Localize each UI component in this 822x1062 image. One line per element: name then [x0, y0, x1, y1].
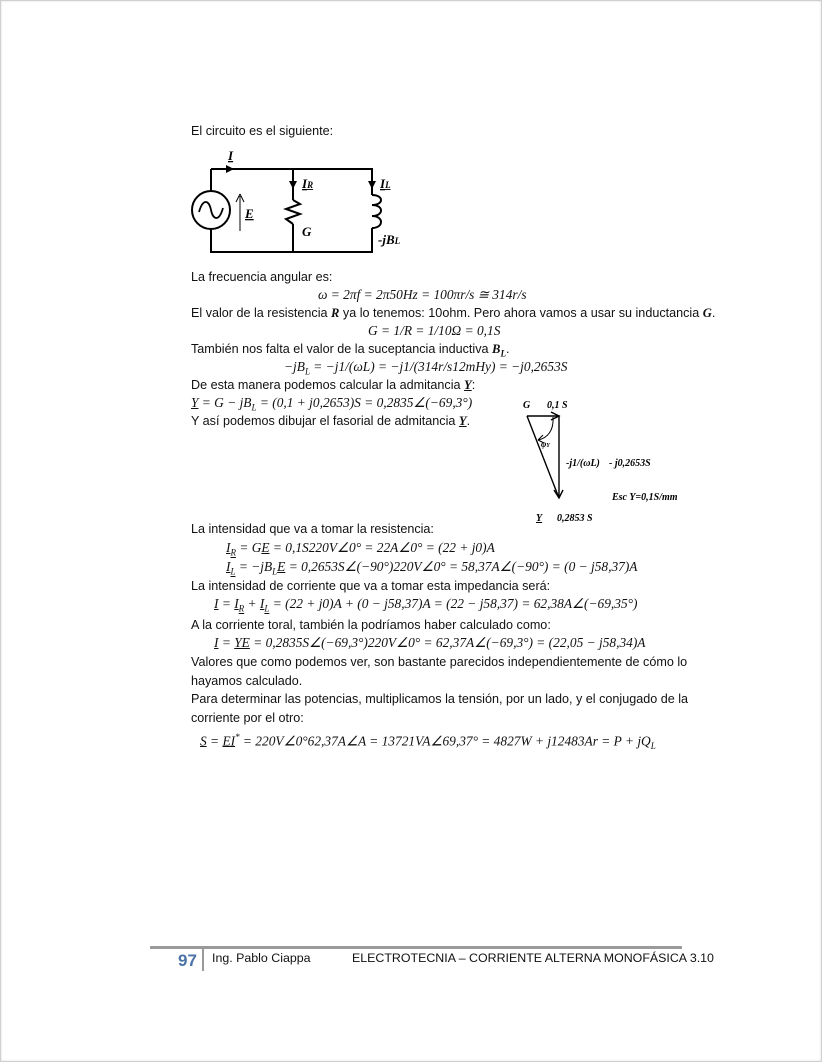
text-segment: = — [218, 635, 235, 650]
text-segment: = G — [235, 540, 262, 555]
int-z-text: La intensidad de corriente que va a tomar esta impedancia será: — [191, 579, 551, 593]
text-segment: L — [272, 566, 278, 577]
current-arrow-icon — [226, 165, 234, 173]
phasor-label-vertical-value: - j0,2653S — [609, 458, 651, 469]
text-segment: E — [261, 540, 270, 555]
text-segment: = −jB — [235, 559, 273, 574]
phasor-label-Y-value: 0,2853 S — [557, 513, 593, 524]
admit-text — [191, 376, 475, 394]
text-segment: I — [214, 635, 219, 650]
total-text: A la corriente toral, también la podríamos haber calculado como: — [191, 618, 551, 632]
phasor-label-vertical: -j1/(ωL) — [566, 458, 600, 469]
text-segment: E — [277, 559, 286, 574]
label-IL: IL — [380, 176, 391, 191]
text-segment: ya lo tenemos: 10ohm. Pero ahora vamos a usar su inductancia — [339, 306, 703, 320]
label-E: E — [245, 206, 254, 221]
text-segment: = (22 + j0)A + (0 − j58,37)A = (22 − j58,37) = 62,38A∠(−69,35°) — [269, 596, 638, 611]
text-segment: I — [234, 596, 239, 611]
text-segment: I — [226, 540, 231, 555]
draw-text — [191, 412, 470, 430]
text-segment: Y así podemos dibujar el fasorial de admitancia — [191, 414, 459, 428]
pot-text-1: Para determinar las potencias, multiplicamos la tensión, por un lado, y el conjugado de la — [191, 692, 689, 706]
inductor-icon — [372, 195, 381, 228]
label-jBL: -jBL — [378, 232, 401, 247]
text-segment: I — [214, 596, 219, 611]
text-segment: ω = 2πf = 2π50Hz = 100πr/s ≅ 314r/s — [318, 287, 527, 302]
label-G: G — [302, 224, 312, 239]
text-segment: + — [244, 596, 260, 611]
text-segment: El valor de la resistencia — [191, 306, 331, 320]
text-segment: R — [238, 603, 245, 614]
text-segment: . — [505, 342, 510, 356]
text-segment: = 0,2653S∠(−90°)220V∠0° = 58,37A∠(−90°) = (0 − j58,37)A — [285, 559, 638, 574]
text-segment: Y — [458, 414, 467, 428]
phasor-label-G: G — [523, 400, 531, 411]
label-I: I — [228, 148, 234, 163]
text-segment: S — [200, 733, 207, 749]
freq-text: La frecuencia angular es: — [191, 270, 333, 284]
text-segment: . — [711, 306, 716, 320]
values-text-1: Valores que como podemos ver, son bastante parecidos independientemente de cómo lo — [191, 655, 688, 669]
text-segment: = — [206, 733, 223, 749]
eq-G — [368, 322, 500, 340]
label-IR: IR — [302, 176, 314, 191]
text-segment: I — [226, 559, 231, 574]
resistor-icon — [286, 200, 300, 224]
text-segment: También nos falta el valor de la suceptancia inductiva — [191, 342, 493, 356]
footer-author: Ing. Pablo Ciappa — [212, 951, 311, 965]
footer-separator — [202, 949, 204, 971]
text-segment: = G − jB — [198, 395, 252, 410]
text-segment: : — [471, 378, 476, 392]
text-segment: = — [218, 596, 235, 611]
values-text-2: hayamos calculado. — [191, 674, 303, 688]
text-segment: L — [251, 402, 257, 413]
text-segment: Y — [464, 378, 472, 392]
eq-IYE — [214, 634, 646, 652]
text-segment: L — [500, 348, 506, 359]
phasor-label-phi: φY — [541, 439, 550, 449]
phasor-label-G-value: 0,1 S — [547, 400, 568, 411]
text-segment: G = 1/R = 1/10Ω = 0,1S — [368, 323, 501, 338]
footer-rule — [150, 946, 682, 949]
text-segment: . — [466, 414, 471, 428]
text-segment: I — [259, 596, 265, 611]
text-segment: * — [235, 732, 240, 742]
text-segment: = −j1/(ωL) = −j1/(314r/s12mHy) = −j0,2653S — [309, 359, 568, 374]
text-segment: = 0,1S220V∠0° = 22A∠0° = (22 + j0)A — [269, 540, 495, 555]
text-segment: EI — [222, 733, 236, 749]
text-segment: De esta manera podemos calcular la admitancia — [191, 378, 465, 392]
eq-S — [200, 728, 656, 755]
text-segment: Y — [191, 395, 199, 410]
pot-text-2: corriente por el otro: — [191, 711, 304, 725]
eq-I — [214, 595, 637, 618]
text-segment: = (0,1 + j0,2653)S = 0,2835∠(−69,3°) — [256, 395, 473, 410]
footer-title: ELECTROTECNIA – CORRIENTE ALTERNA MONOFÁSICA 3.10 — [352, 951, 714, 965]
text-segment: = 0,2835S∠(−69,3°)220V∠0° = 62,37A∠(−69,3°) = (22,05 − j58,34)A — [249, 635, 646, 650]
phasor-scale: Esc Y=0,1S/mm — [612, 492, 678, 503]
text-segment: G — [702, 306, 712, 320]
phasor-label-Y: Y — [536, 513, 543, 524]
resist-text — [191, 304, 715, 322]
circuit-diagram — [0, 0, 822, 300]
eq-omega — [318, 286, 527, 304]
text-segment: −jB — [284, 359, 305, 374]
page-number: 97 — [178, 951, 197, 970]
text-segment: L — [304, 366, 310, 377]
text-segment: L — [650, 741, 656, 752]
text-segment: YE — [234, 635, 250, 650]
admittance-phasor-diagram — [490, 390, 700, 530]
text-segment: R — [230, 547, 236, 558]
intro-text: El circuito es el siguiente: — [191, 124, 334, 138]
int-r-text: La intensidad que va a tomar la resistencia: — [191, 522, 434, 536]
text-segment: L — [230, 566, 236, 577]
text-segment: B — [492, 342, 501, 356]
text-segment: L — [264, 603, 270, 614]
text-segment: = 220V∠0°62,37A∠A = 13721VA∠69,37° = 4827W + j12483Ar = P + jQ — [239, 733, 651, 749]
text-segment: R — [331, 306, 340, 320]
